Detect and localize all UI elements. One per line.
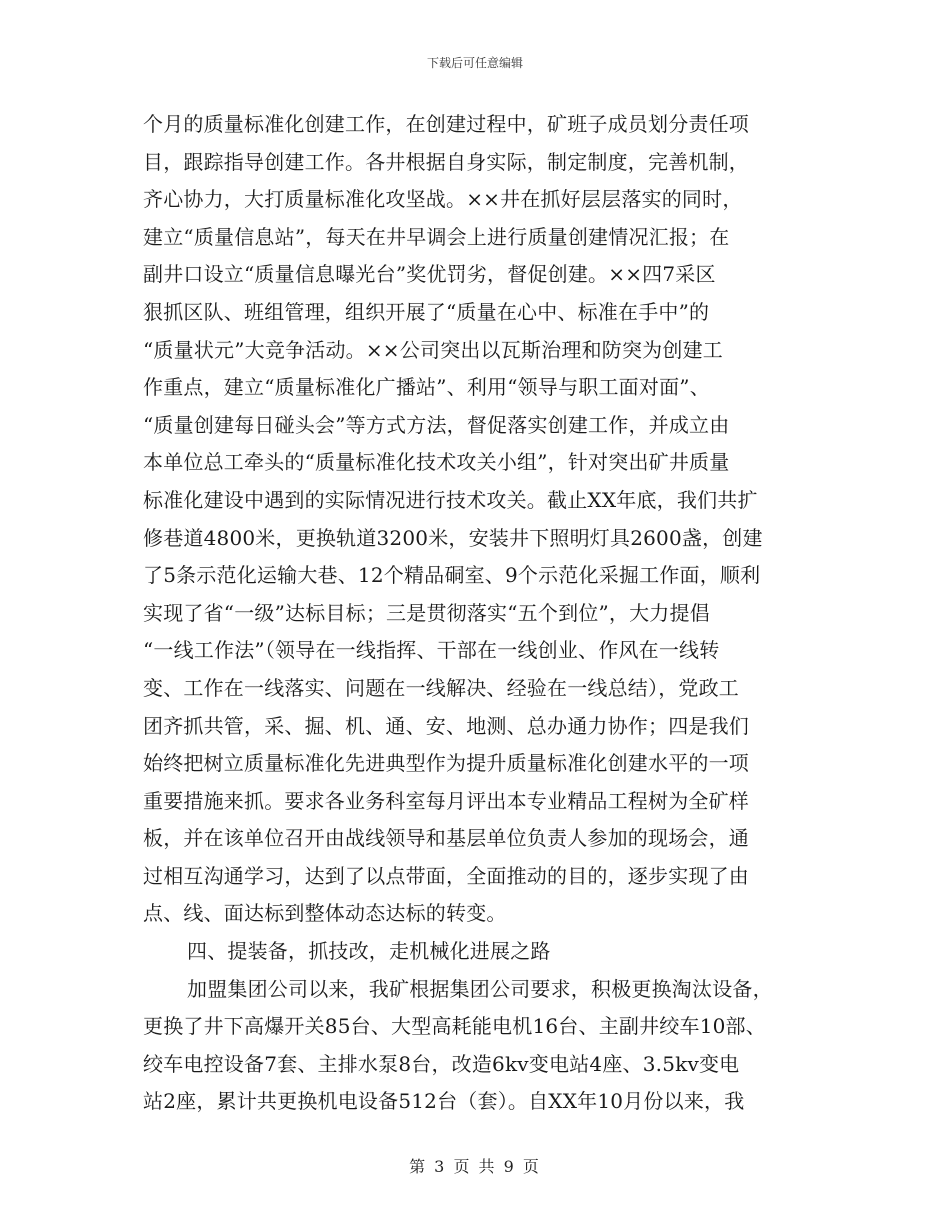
text-line: 始终把树立质量标准化先进典型作为提升质量标准化创建水平的一项	[143, 751, 749, 776]
text-line: 齐心协力，大打质量标准化攻坚战。××井在抓好层层落实的同时，	[143, 187, 743, 212]
text-line: 副井口设立“质量信息曝光台”奖优罚劣，督促创建。××四7采区	[143, 262, 716, 287]
page-footer: 第 3 页 共 9 页	[409, 1157, 541, 1176]
text-line: 标准化建设中遇到的实际情况进行技术攻关。截止XX年底，我们共扩	[143, 487, 758, 512]
text-line: 修巷道4800米，更换轨道3200米，安装井下照明灯具2600盏，创建	[143, 525, 763, 550]
text-line: 点、线、面达标到整体动态达标的转变。	[143, 901, 507, 926]
text-line: “一线工作法”（领导在一线指挥、干部在一线创业、作风在一线转	[143, 638, 720, 663]
text-line: 作重点，建立“质量标准化广播站”、利用“领导与职工面对面”、	[143, 375, 710, 400]
text-line: 实现了省“一级”达标目标；三是贯彻落实“五个到位”，大力提倡	[143, 600, 710, 625]
text-line: 重要措施来抓。要求各业务科室每月评出本专业精品工程树为全矿样	[143, 788, 749, 813]
text-line: 变、工作在一线落实、问题在一线解决、经验在一线总结），党政工	[143, 675, 739, 700]
text-line: 板，并在该单位召开由战线领导和基层单位负责人参加的现场会，通	[143, 826, 749, 851]
text-line: 了5条示范化运输大巷、12个精品硐室、9个示范化采掘工作面，顺利	[143, 563, 761, 588]
page-header: 下载后可任意编辑	[426, 56, 523, 70]
text-line: 个月的质量标准化创建工作，在创建过程中，矿班子成员划分责任项	[143, 112, 749, 136]
text-line: 绞车电控设备7套、主排水泵8台，改造6kv变电站4座、3.5kv变电	[143, 1051, 740, 1076]
section-heading: 四、提装备，抓技改，走机械化进展之路	[187, 939, 551, 964]
text-line: 站2座，累计共更换机电设备512台（套）。自XX年10月份以来，我	[143, 1089, 745, 1114]
text-line: 加盟集团公司以来，我矿根据集团公司要求，积极更换淘汰设备，	[187, 976, 773, 1001]
text-line: 目，跟踪指导创建工作。各井根据自身实际，制定制度，完善机制，	[143, 149, 749, 174]
text-line: 过相互沟通学习，达到了以点带面，全面推动的目的，逐步实现了由	[143, 863, 749, 888]
text-line: 本单位总工牵头的“质量标准化技术攻关小组”，针对突出矿井质量	[143, 450, 730, 475]
text-line: “质量创建每日碰头会”等方式方法，督促落实创建工作，并成立由	[143, 412, 730, 437]
document-body	[143, 106, 807, 1121]
text-line: 团齐抓共管，采、掘、机、通、安、地测、总办通力协作；四是我们	[143, 713, 749, 738]
text-line: 狠抓区队、班组管理，组织开展了“质量在心中、标准在手中”的	[143, 299, 710, 324]
text-line: 更换了井下高爆开关85台、大型高耗能电机16台、主副井绞车10部、	[143, 1014, 766, 1039]
text-line: “质量状元”大竞争活动。××公司突出以瓦斯治理和防突为创建工	[143, 337, 723, 362]
text-line: 建立“质量信息站”，每天在井早调会上进行质量创建情况汇报；在	[143, 224, 730, 249]
